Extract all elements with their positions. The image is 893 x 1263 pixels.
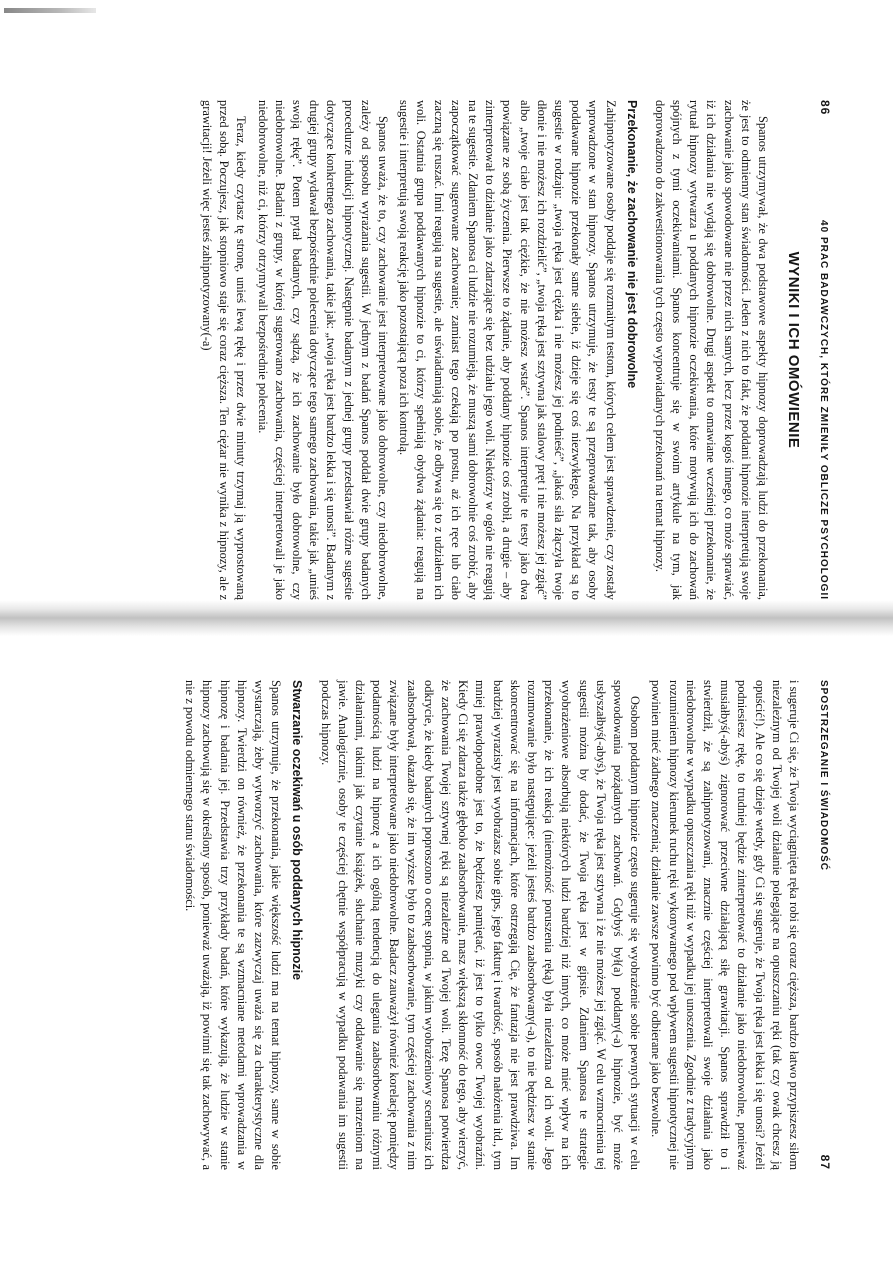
right-paragraph-1: i sugeruje Ci się, że Twoja wyciągnięta ręka robi się coraz cięższa, bardzo łatwo przypiszesz siłom niezależnym od Twojej woli działanie polegające na opuszczaniu ręki (tak czy owak chcesz ją opuścić!). Ale co się dzieje wtedy, gdy Ci się sugeruje, że Twoja ręka jest lekka i się unosi? Jeżeli podniesiesz rękę, to trudniej będzie zinterpretować to działanie jako niedobrowolne, ponieważ musiałbyś(-abyś) zignorować przeciwne działającą siłę grawitacji. Spanos sprawdził to i stwierdził, że są zahipnotyzowani, znacznie częściej interpretowali swoje działania jako niedobrowolne w wypadku opuszczania ręki niż w wypadku jej unoszenia. Zgodnie z tradycyjnym rozumieniem hipnozy kierunek ruchu ręki wykonywanego pod wpływem sugestii hipnotycznej nie powinien mieć żadnego znaczenia; działanie zawsze powinno być odbierane jako bezwolne.: [649, 680, 801, 1170]
subhead-involuntary: Przekonanie, że zachowanie nie jest dobrowolne: [624, 100, 639, 389]
right-running-head-text: SPOSTRZEGANIE I ŚWIADOMOŚĆ: [818, 680, 829, 872]
right-page-number: 87: [818, 1154, 832, 1170]
right-paragraph-2: Osobom poddanym hipnozie często sugeruje się wyobrażenie sobie pewnych sytuacji w celu spowodowania pożądanych zachowań. Gdybyś był(a) poddany(-a) hipnozie, być może usłyszałbyś(-abyś), że Twoja ręka jest sztywna i że nie możesz jej zgiąć. W celu wzmocnienia tej sugestii można by dodać, że Twoja ręka jest w gipsie. Zdaniem Spanosa te strategie wyobrażeniowe absorbują niektórych ludzi bardziej niż innych, co może mieć wpływ na ich przekonanie, że ich reakcja (niemożność poruszenia ręką) była niezależna od ich woli. Jego rozumowanie było następujące: jeżeli jesteś bardzo zaabsorbowany(-a), to nie będziesz w stanie skoncentrować się na informacjach, które ostrzegają Cię, że fantazja nie jest prawdziwa. Im bardziej wyrazisty jest wyobrażasz sobie gips, jego fakturę i twardość, sposób nałożenia itd., tym mniej prawdopodobne jest to, że będziesz pamiętać, iż jest to tylko owoc Twojej wyobraźni. Kiedy Ci się zdarza także głęboko zaabsorbowanie, masz większą skłonność do tego, aby wierzyć, że zachowania Twojej sztywnej ręki są niezależne od Twojej woli. Tezę Spanosa potwierdza odkrycie, że kiedy badanych poproszono o ocenę stopnia, w jakim wyobrażeniowy scenariusz ich zaabsorbował, okazało się, że im wyższe było to zaabsorbowanie, tym częściej zachowania z nim związane były interpretowane jako niedobrowolne. Badacz zauważył również korelację pomiędzy podatnością ludzi na hipnozę a ich ogólną tendencją do ulegania zaabsorbowaniu różnymi działaniami, takimi jak czytanie książek, słuchanie muzyki czy oddawanie się marzeniom na jawie. Analogicznie, osoby te częściej chętnie współpracują w wypadku podawania im sugestii podczas hipnozy.: [318, 680, 643, 1170]
right-running-head: [818, 680, 832, 1170]
subhead-expectations: Stwarzanie oczekiwań u osób poddanych hipnozie: [290, 680, 305, 981]
right-page: [52, 680, 832, 1170]
chapter-title: WYNIKI I ICH OMÓWIENIE: [785, 251, 802, 449]
left-paragraph-1: Spanos utrzymywał, że dwa podstawowe aspekty hipnozy doprowadzają ludzi do przekonania, że jest to odmienny stan świadomości. Jeden z nich to fakt, że poddani hipnozie interpretują swoje zachowanie jako spowodowane nie przez nich samych, lecz przez kogoś innego, co może sprawiać, iż ich działania nie wydają się dobrowolne. Drugi aspekt to omawiane wcześniej przekonanie, że rytuał hipnozy wytwarza u poddanych hipnozie oczekiwania, które motywują ich do zachowań spójnych z tymi oczekiwaniami. Spanos koncentruje się w swoim artykule na tym, jak doprowadzono do zakwestionowania tych często wypowiadanych przekonań na temat hipnozy.: [652, 100, 770, 600]
scan-artifact-mark: [4, 8, 96, 13]
right-paragraph-3: Spanos utrzymuje, że przekonania, jakie większość ludzi ma na temat hipnozy, same w sobie wystarczają, żeby wytworzyć zachowania, które zazwyczaj uważa się za charakterystyczne dla hipnozy. Twierdzi on również, że przekonania te są wzmacniane metodami wprowadzania w hipnozę i badania jej. Przedstawia trzy przykłady badań, które wykazują, że ludzie w stanie hipnozy zachowują się w określony sposób, ponieważ uważają, iż powinni się tak zachowywać, a nie z powodu odmiennego stanu świadomości.: [183, 680, 284, 1170]
left-paragraph-2: Zahipnotyzowane osoby poddaje się rozmaitym testom, których celem jest sprawdzenie, czy zostały wprowadzone w stan hipnozy. Spanos utrzymuje, że testy te są przeprowadzane tak, aby osoby poddawane hipnozie przekonały same siebie, iż dzieje się coś niezwykłego. Na przykład są to sugestie w rodzaju: „twoja ręka jest ciężka i nie możesz jej podnieść”, „jakaś siła złączyła twoje dłonie i nie możesz ich rozdzielić”, „twoja ręka jest sztywna jak stalowy pręt i nie możesz jej zgiąć” albo „twoje ciało jest tak ciężkie, że nie możesz wstać”. Spanos interpretuje te testy jako dwa powiązane ze sobą życzenia. Pierwsze to żądanie, aby poddany hipnozie coś zrobił, a drugie – aby zinterpretował to działanie jako zdarzające się bez udziału jego woli. Niektórzy w ogóle nie reagują na te sugestie. Zdaniem Spanosa ci ludzie nie rozumieją, że muszą sami dobrowolnie coś zrobić, aby zapoczątkować sugerowane zachowanie; zamiast tego czekają po prostu, aż ich ręce lub ciało zaczną się ruszać. Inni reagują na sugestie, ale uświadamiają sobie, że odbywa się to z udziałem ich woli. Ostatnia grupa poddawanych hipnozie to ci, którzy spełniają obydwa żądania: reagują na sugestie i interpretują swoją reakcję jako pozostającą poza ich kontrolą.: [397, 100, 618, 600]
left-paragraph-4: Teraz, kiedy czytasz tę stronę, unieś lewą rękę i przez dwie minuty trzymaj ją wyprostowaną przed sobą. Poczujesz, jak stopniowo staje się coraz cięższa. Ten ciężar nie wynika z hipnozy, ale z grawitacji! Jeżeli więc jesteś zahipnotyzowany(-a): [199, 100, 249, 600]
left-running-head: [818, 100, 832, 600]
left-paragraph-3: Spanos uważa, że to, czy zachowanie jest interpretowane jako dobrowolne, czy niedobrowolne, zależy od sposobu wyrażania sugestii. W jednym z badań Spanos poddał dwie grupy badanych procedurze indukcji hipnotycznej. Następnie badanym z jednej grupy przedstawiał różne sugestie dotyczące konkretnego zachowania, takie jak: „twoja ręka jest bardzo lekka i się unosi”. Badanym z drugiej grupy wydawał bezpośrednie polecenia dotyczące tego samego zachowania, takie jak „unieś swoją rękę”. Potem pytał badanych, czy sądzą, że ich zachowanie było dobrowolne, czy niedobrowolne. Badani z grupy, w której sugerowano zachowania, częściej interpretowali je jako niedobrowolne, niż ci, którzy otrzymywali bezpośrednie polecenia.: [255, 100, 390, 600]
left-page-number: 86: [818, 100, 832, 116]
left-running-head-text: 40 PRAC BADAWCZYCH, KTÓRE ZMIENIŁY OBLICZE PSYCHOLOGII: [818, 220, 829, 600]
left-page: [52, 100, 832, 600]
book-gutter-shadow: [0, 600, 893, 636]
